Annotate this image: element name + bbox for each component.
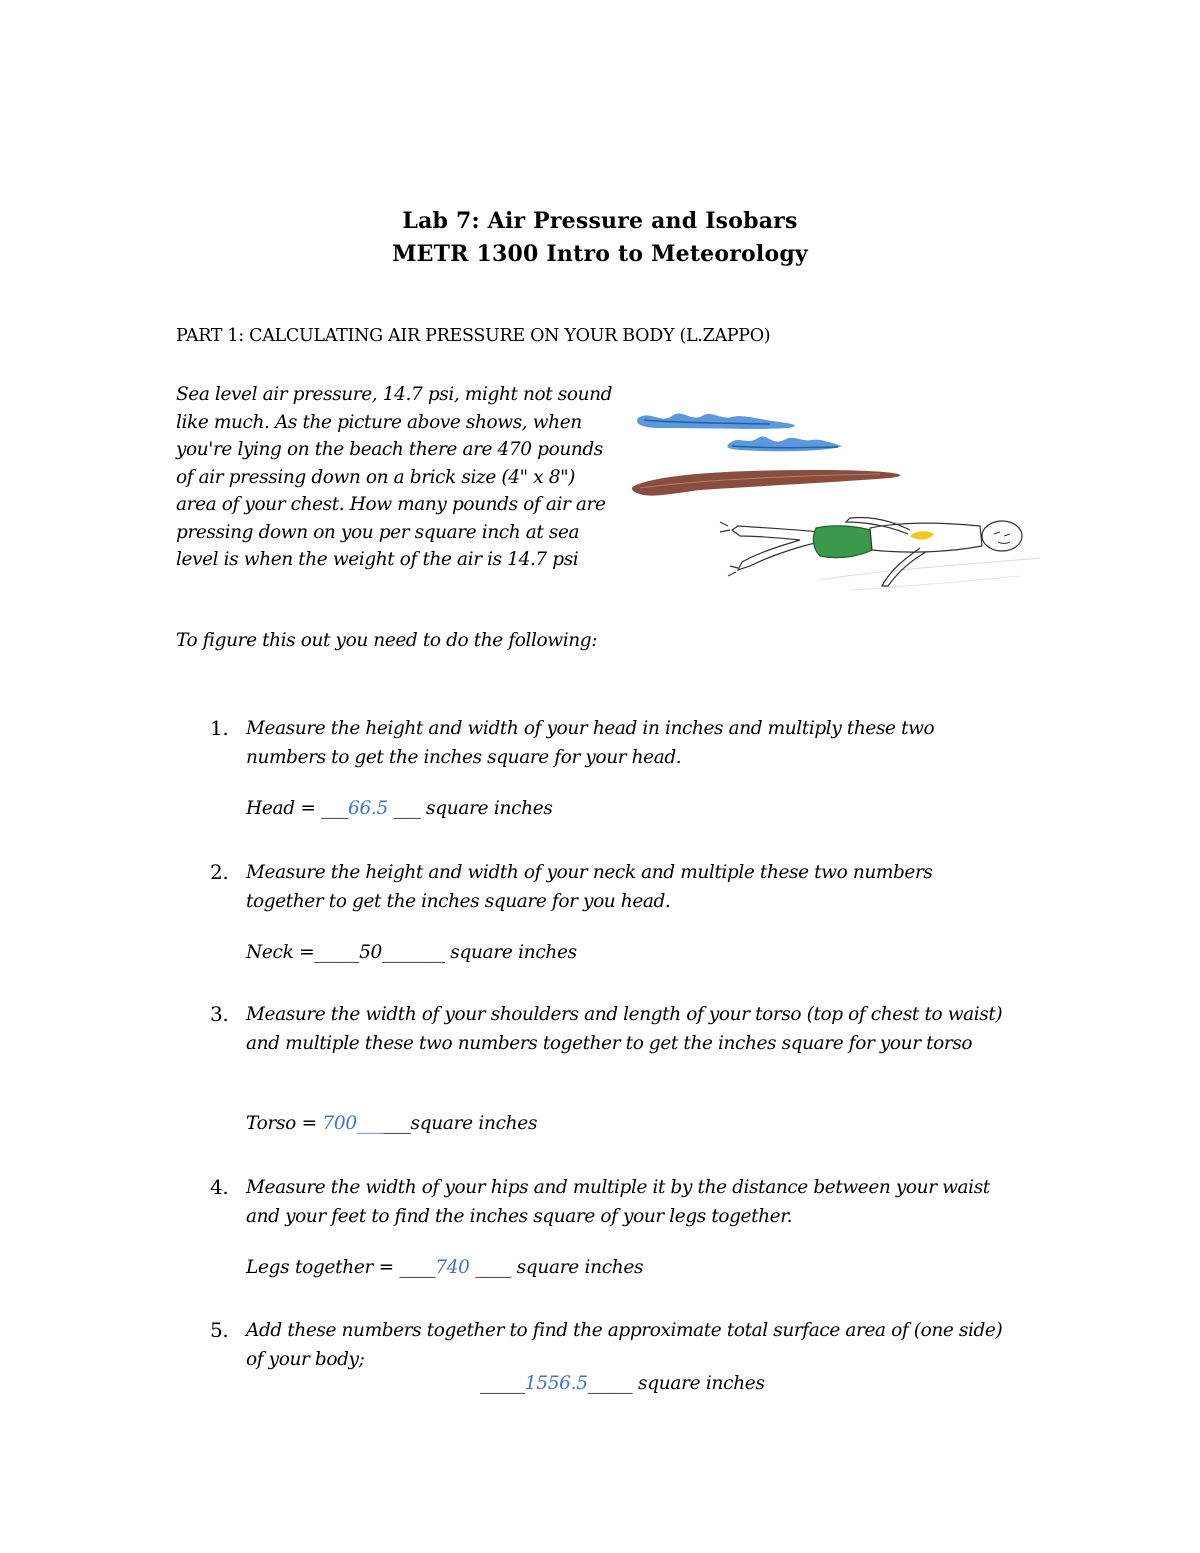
part-heading: PART 1: CALCULATING AIR PRESSURE ON YOUR BODY (L.ZAPPO): [176, 326, 771, 346]
answer-label: Torso =: [246, 1113, 323, 1134]
legs-answer: [246, 1257, 643, 1278]
item-number: 4.: [210, 1175, 229, 1199]
blank: ___: [383, 1113, 411, 1134]
torso-value[interactable]: 700: [322, 1113, 357, 1134]
blank: _____: [314, 942, 360, 963]
item-number: 1.: [210, 716, 229, 740]
instruction-paragraph: To figure this out you need to do the following:: [176, 630, 598, 651]
blank: ___: [321, 798, 348, 819]
list-item-5: [210, 1316, 1010, 1374]
neck-answer: [246, 942, 577, 963]
list-item-3: [210, 1000, 1010, 1058]
list-item-4: [210, 1173, 1010, 1231]
neck-value[interactable]: 50: [359, 942, 383, 963]
total-answer: [480, 1373, 765, 1394]
intro-paragraph: Sea level air pressure, 14.7 psi, might not sound like much. As the picture above shows, when you're lying on the beach there are 470 pounds of air pressing down on a brick size (4" x 8") area of your chest. How many pounds of air are pressing down on you per square inch at sea level is when the weight of the air is 14.7 psi: [176, 384, 613, 570]
blank: _______: [382, 942, 445, 963]
person-head: [982, 521, 1022, 551]
item-text: Measure the height and width of your head in inches and multiply these two numbers to get the inches square for your head.: [246, 718, 935, 768]
blank: ____: [469, 1257, 512, 1278]
blank: ___: [356, 1113, 384, 1134]
answer-label: Legs together =: [246, 1257, 400, 1278]
item-text: Measure the width of your hips and multiple it by the distance between your waist and your feet to find the inches square of your legs together.: [246, 1177, 990, 1227]
item-number: 3.: [210, 1002, 229, 1026]
person-legs: [732, 526, 820, 570]
unit-label: square inches: [632, 1373, 765, 1394]
list-item-1: [210, 714, 1010, 772]
answer-label: Head =: [246, 798, 322, 819]
item-text: Add these numbers together to find the approximate total surface area of (one side) of your body;: [246, 1320, 1003, 1370]
item-number: 5.: [210, 1318, 229, 1342]
item-number: 2.: [210, 860, 229, 884]
head-value[interactable]: 66.5: [347, 798, 388, 819]
unit-label: square inches: [444, 942, 577, 963]
lab-title: Lab 7: Air Pressure and Isobars: [402, 208, 798, 234]
torso-answer: [246, 1113, 537, 1134]
person-lying-on-beach-drawing: [620, 390, 1060, 640]
course-title: METR 1300 Intro to Meteorology: [392, 241, 808, 267]
unit-label: square inches: [410, 1113, 538, 1134]
legs-value[interactable]: 740: [435, 1257, 470, 1278]
sand: [632, 470, 900, 496]
person-shorts: [813, 526, 872, 558]
blank: _____: [480, 1373, 525, 1394]
blank: ____: [399, 1257, 436, 1278]
item-text: Measure the height and width of your neck and multiple these two numbers together to get the inches square for you head.: [246, 862, 933, 912]
unit-label: square inches: [511, 1257, 644, 1278]
answer-label: Neck =: [246, 942, 315, 963]
list-item-2: [210, 858, 1010, 916]
head-answer: [246, 798, 553, 819]
total-value[interactable]: 1556.5: [524, 1373, 588, 1394]
blank: _____: [587, 1373, 633, 1394]
wave-lower: [727, 436, 842, 451]
blank: ___: [387, 798, 421, 819]
item-text: Measure the width of your shoulders and length of your torso (top of chest to waist) and multiple these two numbers together to get the inches square for your torso: [246, 1004, 1003, 1054]
unit-label: square inches: [420, 798, 553, 819]
